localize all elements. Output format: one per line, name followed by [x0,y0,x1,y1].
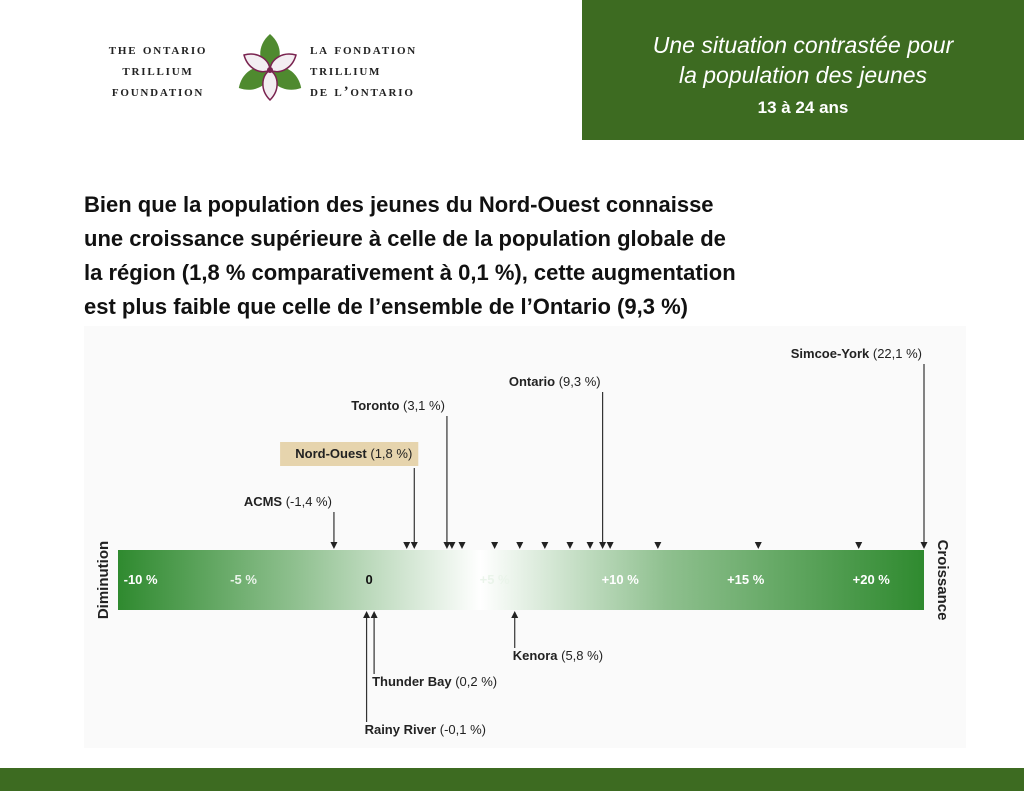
region-name: Nord-Ouest [295,446,371,461]
region-label [365,722,486,737]
region-marker-icon [491,542,498,549]
number-line-svg [84,326,966,748]
region-label [351,398,445,413]
logo-english-line: foundation [111,84,205,100]
region-marker-icon [755,542,762,549]
region-label [244,494,332,509]
arrow-head-down-icon [443,542,450,549]
tick-label: -10 % [123,572,158,587]
logo-french-line: trillium [310,63,382,79]
region-value: (22,1 %) [872,346,922,361]
region-value: (-0,1 %) [439,722,486,737]
region-marker-icon [587,542,594,549]
arrow-head-down-icon [411,542,418,549]
logo-french-line: de l’ontario [310,84,415,100]
arrow-head-down-icon [599,542,606,549]
arrow-head-down-icon [921,542,928,549]
region-callout [371,611,497,689]
slide-title-box [582,0,1024,140]
arrow-head-up-icon [371,611,378,618]
region-name: Simcoe-York [790,346,873,361]
region-marker-icon [566,542,573,549]
body-line: Bien que la population des jeunes du Nord-Ouest connaisse [84,192,714,217]
growth-number-line-diagram [84,326,966,748]
region-callout [244,494,338,549]
region-value: (3,1 %) [403,398,445,413]
region-marker-icon [607,542,614,549]
region-label [372,674,497,689]
tick-label: +15 % [727,572,765,587]
tick-label: 0 [365,572,373,587]
region-marker-icon [403,542,410,549]
region-marker-icon [458,542,465,549]
logo-english-line: the ontario [108,42,208,58]
region-callout [511,611,603,663]
region-name: Rainy River [364,722,440,737]
logo-french-line: la fondation [310,42,418,58]
region-label [791,346,922,361]
region-name: Ontario [508,374,559,389]
logo-english-line: trillium [122,63,194,79]
region-value: (5,8 %) [561,648,604,663]
logo-english-name [78,40,238,103]
region-value: (9,3 %) [558,374,601,389]
region-name: ACMS [243,494,286,509]
slide-subtitle: 13 à 24 ans [757,98,849,117]
body-line: une croissance supérieure à celle de la population globale de [84,226,726,251]
body-line: la région (1,8 % comparativement à 0,1 %), cette augmentation [84,260,736,285]
tick-label: +20 % [852,572,890,587]
footer-bar [0,768,1024,791]
region-label [295,446,412,461]
foundation-logo [78,30,478,110]
region-name: Kenora [512,648,562,663]
region-marker-icon [516,542,523,549]
body-line: est plus faible que celle de l’ensemble de l’Ontario (9,3 %) [84,294,688,319]
region-callout [509,374,606,549]
region-label [509,374,601,389]
tick-label: +10 % [601,572,639,587]
region-marker-icon [654,542,661,549]
arrow-head-down-icon [330,542,337,549]
arrow-head-up-icon [363,611,370,618]
croissance-label: Croissance [934,539,951,621]
region-value: (0,2 %) [455,674,498,689]
region-callout [351,398,450,549]
region-name: Thunder Bay [372,674,456,689]
slide-title [582,30,1024,90]
region-marker-icon [855,542,862,549]
region-value: (1,8 %) [370,446,413,461]
logo-french-name [310,40,480,103]
slide-title-line: Une situation contrastée pour [652,32,954,58]
diminution-label: Diminution [95,540,112,620]
region-name: Toronto [351,398,404,413]
arrow-head-up-icon [511,611,518,618]
trillium-flower-icon [230,30,310,110]
tick-label: +5 % [479,572,510,587]
region-marker-icon [541,542,548,549]
body-paragraph [84,188,944,324]
region-label [513,648,603,663]
region-callout [791,346,928,549]
region-value: (-1,4 %) [285,494,332,509]
slide-title-line: la population des jeunes [678,62,928,88]
tick-label: -5 % [230,572,257,587]
